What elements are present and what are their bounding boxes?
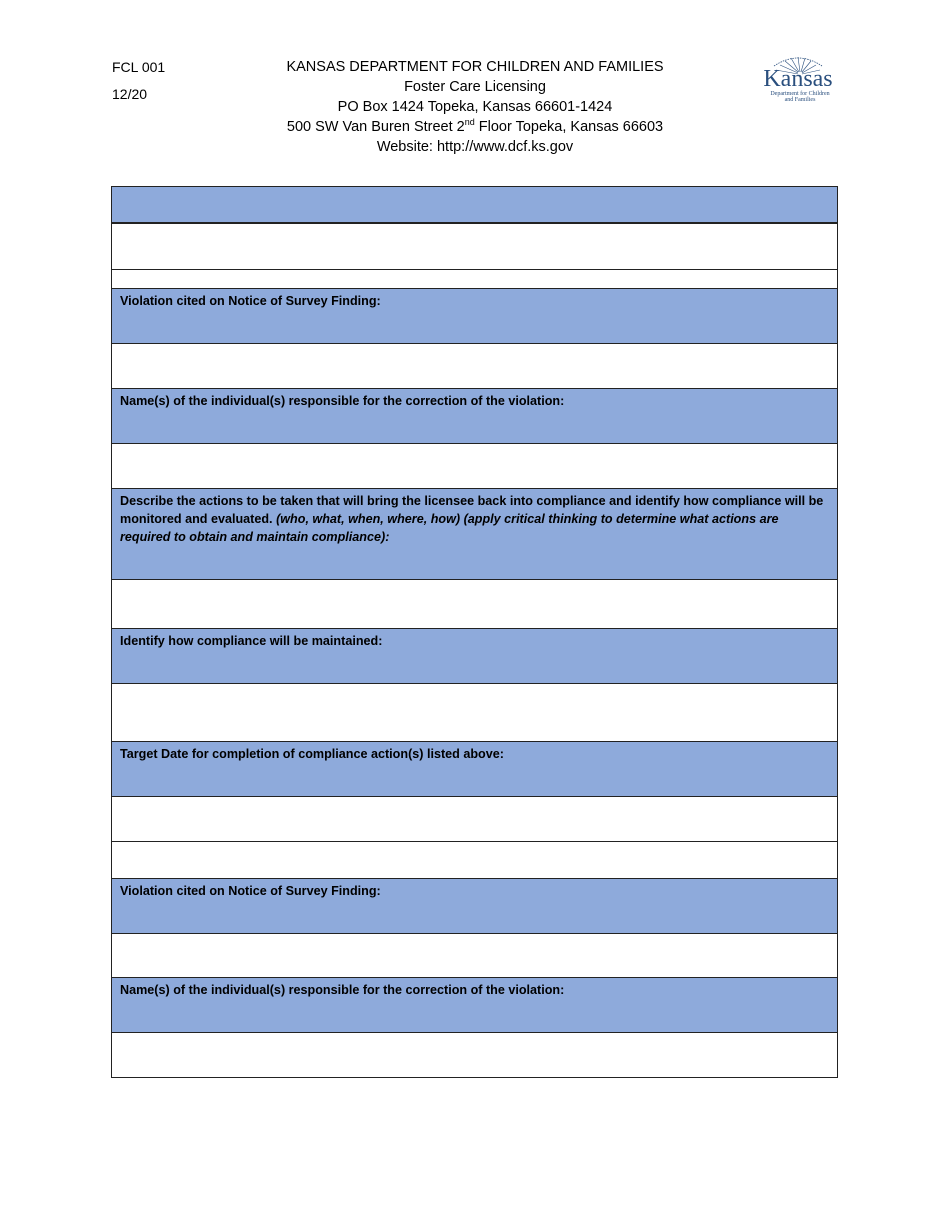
- actions-label-row: [112, 489, 837, 580]
- actions-label-bold: Describe the actions to be taken that will bring the licensee back into compliance and identify how compliance will be monitored and evaluated.: [120, 494, 824, 526]
- logo-wordmark: Kansas: [763, 66, 833, 92]
- violation-field[interactable]: [112, 344, 837, 389]
- target-date-label: Target Date for completion of compliance action(s) listed above:: [120, 747, 504, 761]
- responsible-label-row-2: [112, 978, 837, 1033]
- street-address-rest: Floor Topeka, Kansas 66603: [474, 119, 664, 135]
- maintain-label: Identify how compliance will be maintained:: [120, 634, 383, 648]
- form-date: 12/20: [112, 86, 148, 102]
- spacer-row-2: [112, 842, 837, 879]
- logo-subtitle-1: Department for Children: [770, 91, 830, 97]
- violation-label-row-2: [112, 879, 837, 934]
- target-date-label-row: [112, 742, 837, 797]
- maintain-field[interactable]: [112, 684, 837, 742]
- violation-label: Violation cited on Notice of Survey Finding:: [120, 294, 381, 308]
- responsible-label: Name(s) of the individual(s) responsible for the correction of the violation:: [120, 394, 565, 408]
- spacer-row: [112, 270, 837, 289]
- actions-label: [112, 489, 837, 546]
- plan-of-correction-table: [111, 186, 838, 1078]
- violation-field-2[interactable]: [112, 934, 837, 978]
- target-date-field[interactable]: [112, 797, 837, 842]
- title-row: [112, 187, 837, 224]
- agency-name: KANSAS DEPARTMENT FOR CHILDREN AND FAMILIES: [286, 59, 664, 75]
- responsible-field-2[interactable]: [112, 1033, 837, 1077]
- responsible-field[interactable]: [112, 444, 837, 489]
- logo-subtitle-2: and Families: [784, 97, 816, 103]
- street-address: [200, 117, 750, 137]
- responsible-label-row: [112, 389, 837, 444]
- kansas-dcf-logo: [752, 54, 844, 106]
- division-name: Foster Care Licensing: [404, 79, 546, 95]
- violation-label-2: Violation cited on Notice of Survey Finding:: [120, 884, 381, 898]
- actions-label-italic: (who, what, when, where, how) (apply critical thinking to determine what actions are required to obtain and maintain compliance):: [120, 512, 779, 544]
- responsible-label-2: Name(s) of the individual(s) responsible for the correction of the violation:: [120, 983, 565, 997]
- form-code: FCL 001: [112, 59, 166, 75]
- po-box-address: PO Box 1424 Topeka, Kansas 66601-1424: [337, 99, 613, 115]
- maintain-label-row: [112, 629, 837, 684]
- agency-header: [200, 57, 750, 157]
- website: Website: http://www.dcf.ks.gov: [376, 139, 574, 155]
- blank-row[interactable]: [112, 224, 837, 270]
- actions-field[interactable]: [112, 580, 837, 629]
- violation-label-row: [112, 289, 837, 344]
- street-address-main: 500 SW Van Buren Street 2: [286, 119, 465, 135]
- street-address-superscript: nd: [464, 117, 475, 128]
